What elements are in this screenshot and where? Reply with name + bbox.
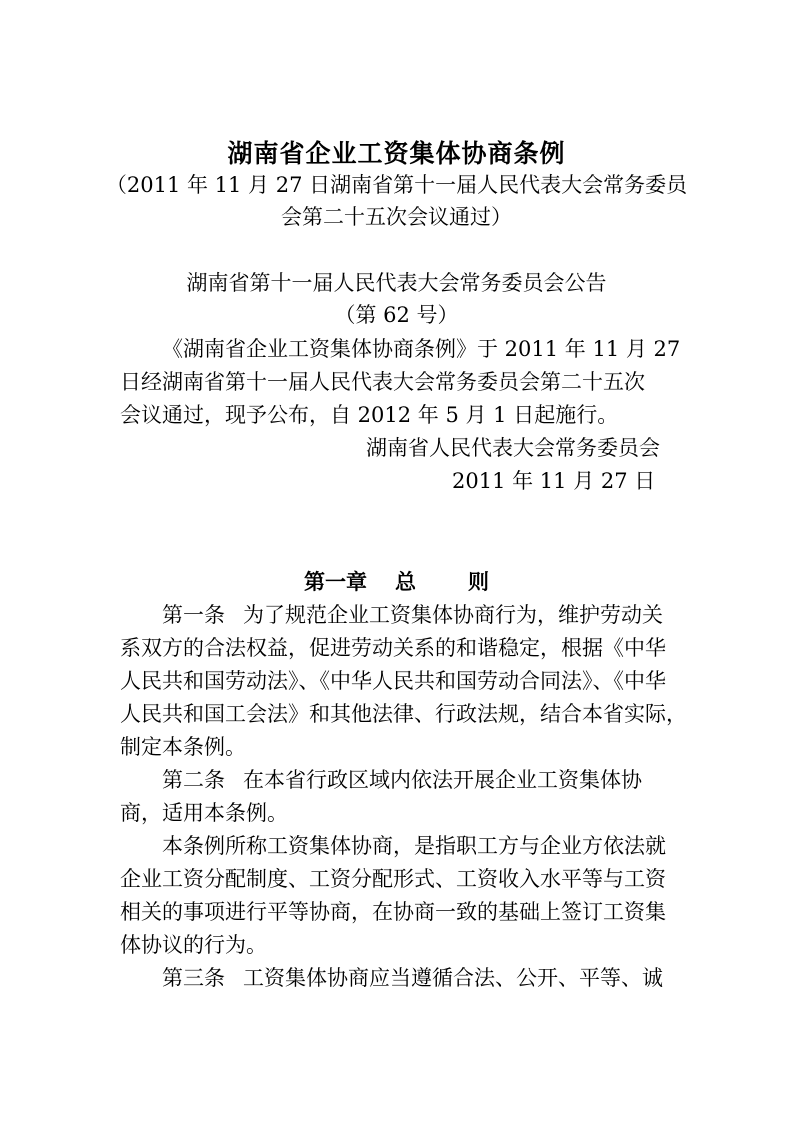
- definition-line-1: 本条例所称工资集体协商，是指职工方与企业方依法就: [162, 834, 666, 858]
- article-2-label: 第二条: [162, 768, 225, 792]
- article-2-line-2: 商，适用本条例。: [120, 801, 288, 825]
- announcement-heading: 湖南省第十一届人民代表大会常务委员会公告: [186, 271, 607, 295]
- definition-line-4: 体协议的行为。: [120, 933, 267, 957]
- subtitle-line-1: （2011 年 11 月 27 日湖南省第十一届人民代表大会常务委员: [105, 173, 688, 197]
- definition-line-2: 企业工资分配制度、工资分配形式、工资收入水平等与工资: [120, 867, 666, 891]
- article-3-line-1: [162, 963, 663, 993]
- article-1-label: 第一条: [162, 603, 225, 627]
- article-3-text: 工资集体协商应当遵循合法、公开、平等、诚: [243, 966, 663, 990]
- announcement-issuer: 湖南省人民代表大会常务委员会: [366, 436, 660, 460]
- chapter-label: 第一章: [304, 570, 367, 594]
- announcement-date: 2011 年 11 月 27 日: [452, 469, 656, 493]
- subtitle-line-2: 会第二十五次会议通过）: [281, 205, 512, 229]
- announcement-body-line-3: 会议通过，现予公布，自 2012 年 5 月 1 日起施行。: [120, 403, 619, 427]
- chapter-word-1: 总: [395, 570, 416, 594]
- definition-line-3: 相关的事项进行平等协商，在协商一致的基础上签订工资集: [120, 900, 666, 924]
- article-1-text: 为了规范企业工资集体协商行为，维护劳动关: [243, 603, 663, 627]
- article-1-line-1: [162, 600, 663, 630]
- announcement-body-line-1: 《湖南省企业工资集体协商条例》于 2011 年 11 月 27: [162, 337, 681, 361]
- announcement-number: （第 62 号）: [334, 303, 459, 327]
- article-1-line-5: 制定本条例。: [120, 735, 246, 759]
- announcement-body-line-2: 日经湖南省第十一届人民代表大会常务委员会第二十五次: [120, 370, 645, 394]
- article-1-line-4: 人民共和国工会法》和其他法律、行政法规，结合本省实际，: [120, 702, 687, 726]
- document-title: 湖南省企业工资集体协商条例: [227, 139, 566, 168]
- chapter-heading: [0, 567, 793, 597]
- article-1-line-2: 系双方的合法权益，促进劳动关系的和谐稳定，根据《中华: [120, 636, 666, 660]
- article-3-label: 第三条: [162, 966, 225, 990]
- article-2-text: 在本省行政区域内依法开展企业工资集体协: [243, 768, 642, 792]
- article-2-line-1: [162, 765, 642, 795]
- chapter-word-2: 则: [468, 570, 489, 594]
- article-1-line-3: 人民共和国劳动法》、《中华人民共和国劳动合同法》、《中华: [120, 669, 666, 693]
